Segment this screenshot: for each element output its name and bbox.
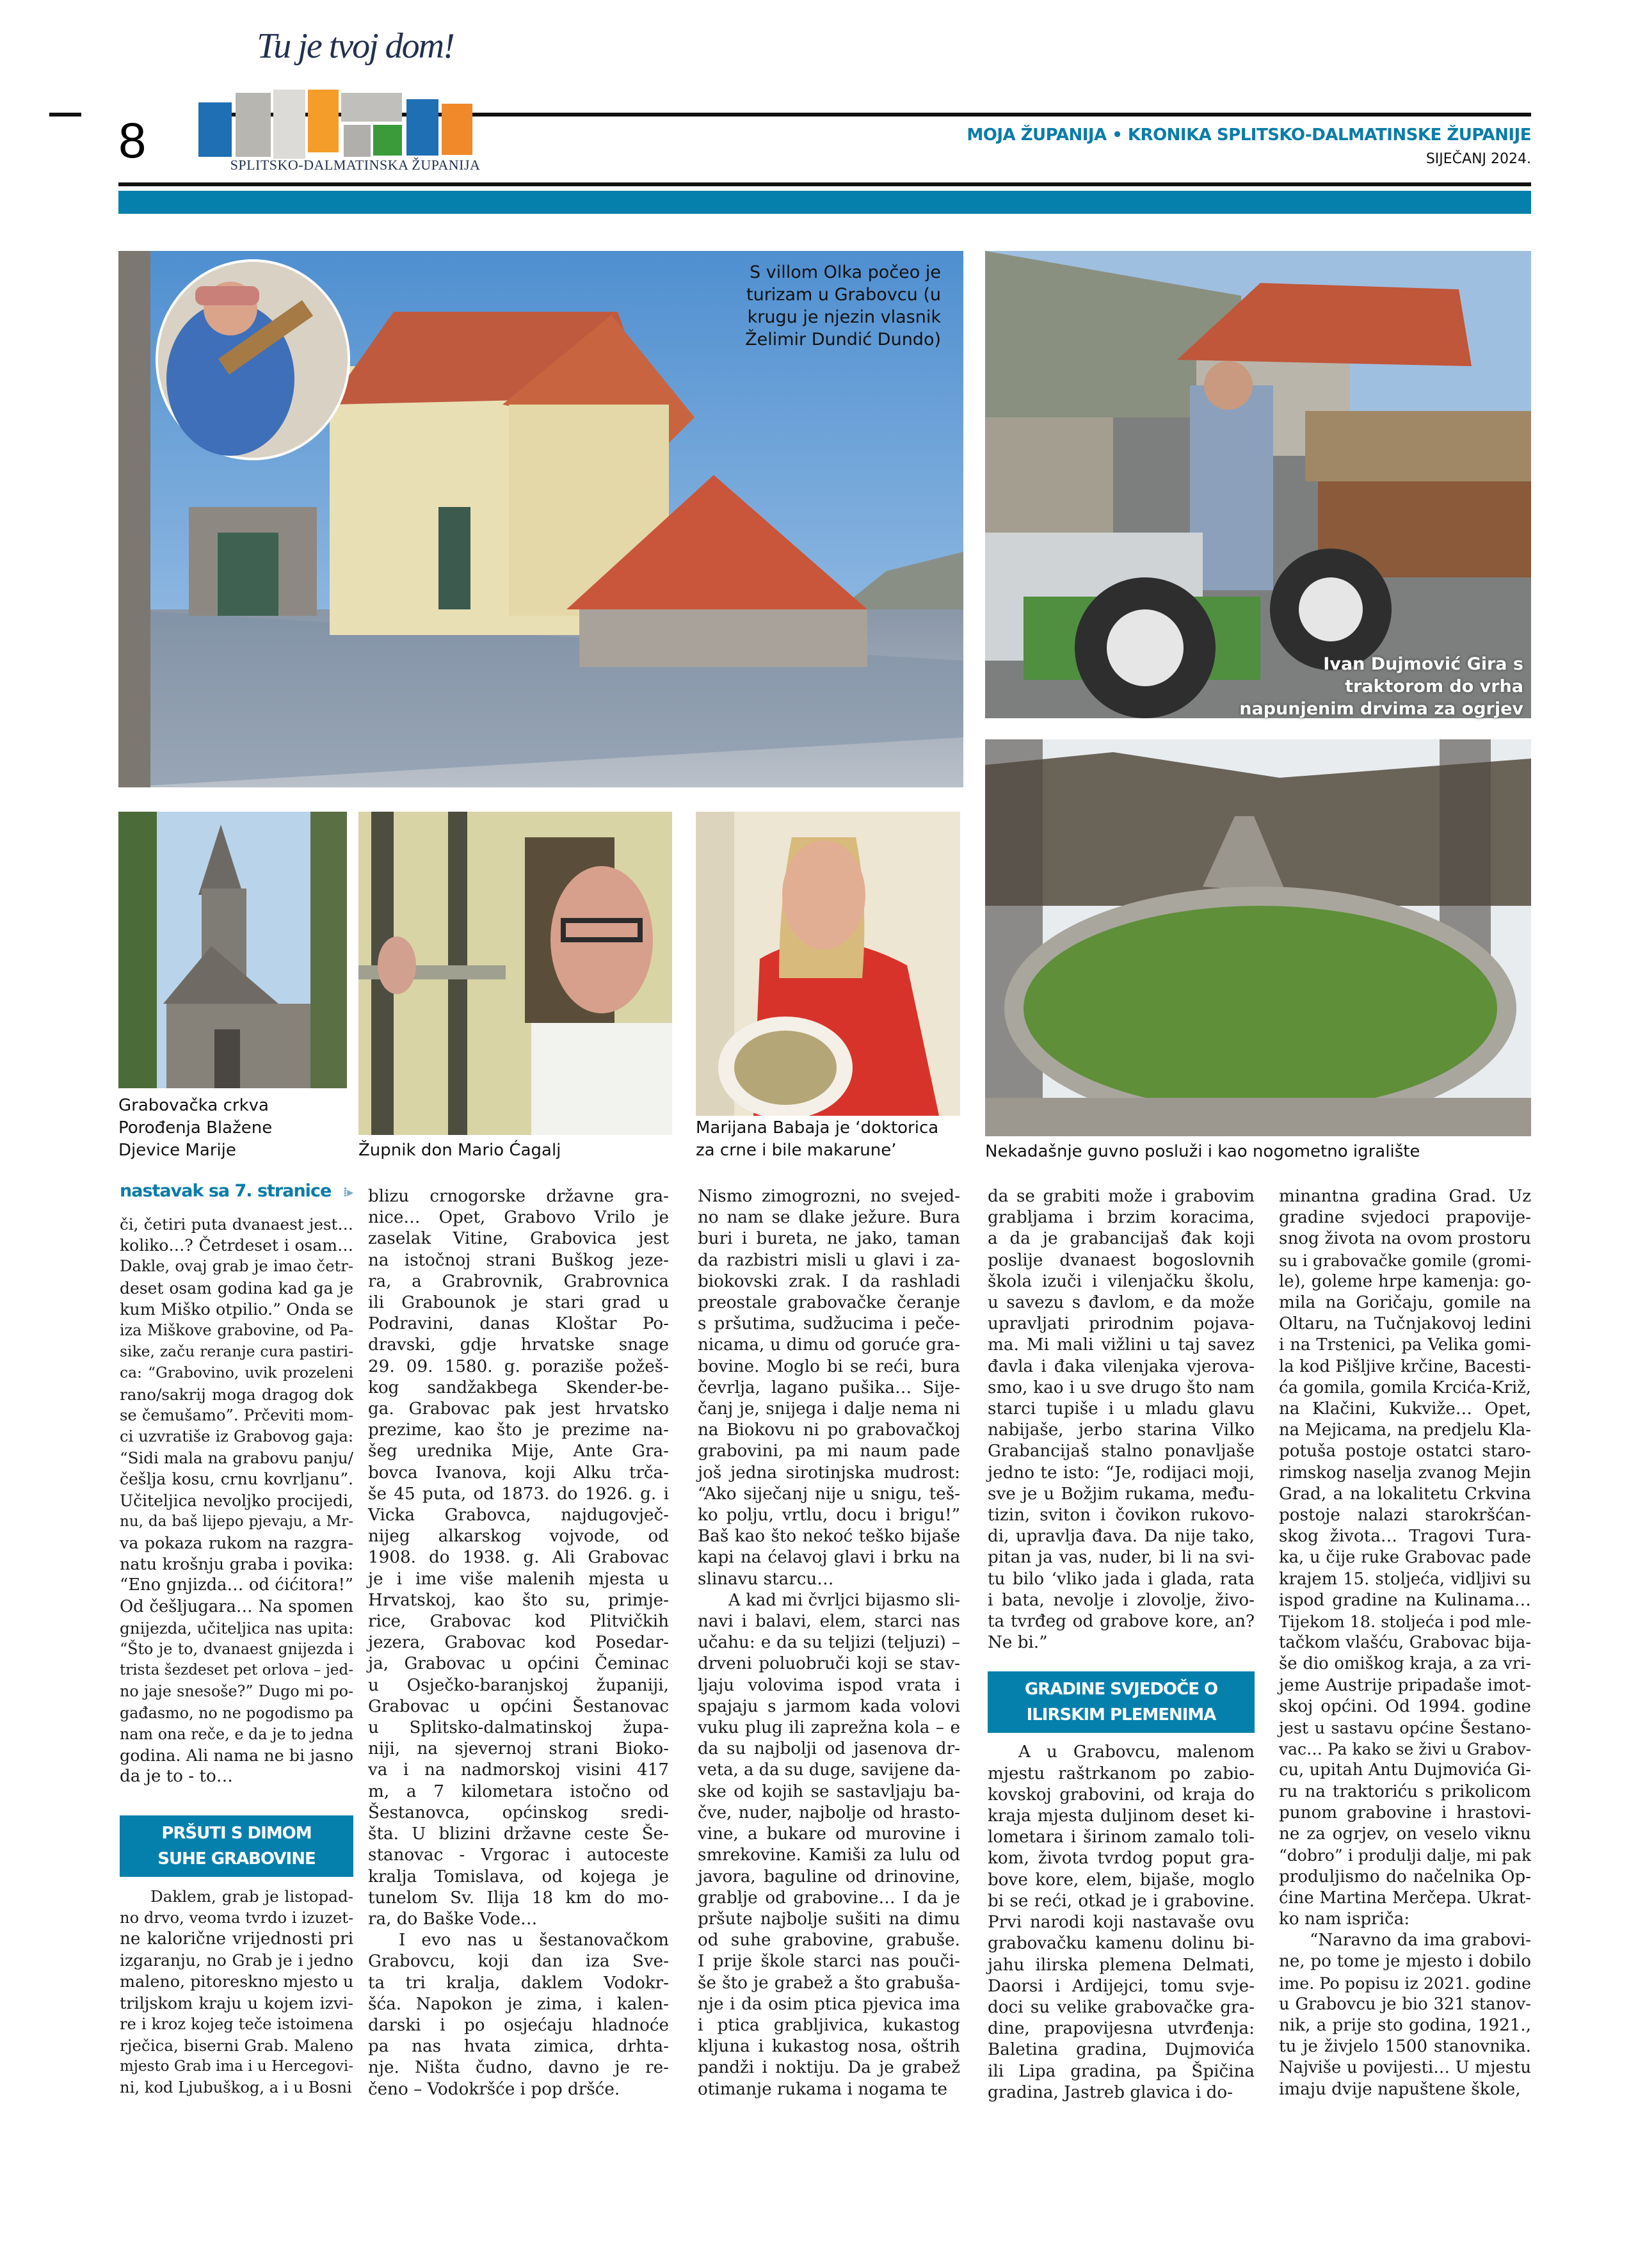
text-line: dravski, gdje hrvatske snage: [368, 1335, 669, 1355]
text-line: pršute najbolje sušiti na dimu: [698, 1909, 960, 1929]
text-line: kum Miško otpilio.” Onda se: [120, 1299, 353, 1319]
text-line: ne za ogrjev, on veselo viknu: [1279, 1824, 1531, 1844]
text-line: škola izuči i vilenjačku školu,: [988, 1271, 1255, 1291]
text-line: jedno te isto: “Je, rodijaci moji,: [988, 1463, 1255, 1483]
text-line: rice, Grabovac kod Plitvičkih: [368, 1612, 669, 1632]
article-column: [698, 1186, 960, 2100]
text-line: ko polju, vrtlu, docu i brigu!”: [698, 1506, 960, 1525]
text-line: rimskog naselja zvanog Mejin: [1279, 1463, 1531, 1483]
text-line: ka, u čije ruke Grabovac pade: [1279, 1548, 1531, 1568]
masthead: MOJA ŽUPANIJA • KRONIKA SPLITSKO-DALMATINSKE ŽUPANIJE: [967, 125, 1531, 145]
text-line: m, a 7 kilometara istočno od: [368, 1781, 669, 1801]
text-line: minantna gradina Grad. Uz: [1279, 1187, 1531, 1206]
text-line: ća gomila, gomila Krcića-Križ,: [1279, 1378, 1531, 1397]
text-line: Baletina gradina, Dujmovića: [988, 2040, 1255, 2060]
article-paragraph: [1279, 1930, 1531, 2100]
text-line: Podravini, danas Kloštar Po-: [368, 1314, 669, 1334]
text-line: Vicka Grabovca, najdugovječ-: [368, 1506, 669, 1525]
article-paragraph: [698, 1186, 960, 1590]
text-line: bovine. Moglo bi se reći, bura: [698, 1356, 960, 1376]
text-line: ma. Mi mali vižlini u taj savez: [988, 1335, 1255, 1355]
text-line: nje. Ništa čudno, davno je re-: [368, 2058, 669, 2078]
article-column: [120, 1214, 353, 2099]
text-line: no drvo, veoma tvrdo i izuzet-: [120, 1908, 354, 1927]
text-line: ru na traktoriću s prikolicom: [1279, 1781, 1531, 1801]
text-line: Prvi narodi koji nastavaše ovu: [988, 1913, 1255, 1933]
text-line: snog života na ovom prostoru: [1279, 1229, 1531, 1249]
continued-from-text: nastavak sa 7. stranice: [120, 1181, 332, 1201]
logo-buildings-graphic: [195, 90, 515, 160]
text-line: nje i da osim ptica pjevica ima: [698, 1994, 960, 2014]
text-line: Šestanovca, općinskog sredi-: [368, 1803, 669, 1822]
church-photo: [118, 812, 347, 1088]
text-line: zaselak Vitine, Grabovica jest: [368, 1229, 669, 1249]
logo-bar: [373, 125, 402, 156]
text-line: kog sandžakbega Skender-be-: [368, 1378, 669, 1397]
logo-bar: [273, 90, 305, 159]
text-line: sve je u Božjim rukama, među-: [988, 1484, 1255, 1504]
text-line: še 45 puta, od 1873. do 1926. g. i: [368, 1484, 669, 1504]
text-line: va pokaza rukom na razgra-: [120, 1533, 353, 1553]
text-line: postoje nalazi starokršćan-: [1279, 1506, 1531, 1525]
header-rule-bottom: [118, 182, 1531, 186]
text-line: Nismo zimogrozni, no svejed-: [698, 1187, 960, 1206]
text-line: čeno – Vodokršće i pop dršće.: [368, 2079, 620, 2099]
text-line: punom grabovine i hrastovi-: [1279, 1803, 1531, 1822]
text-line: no nam se dlake ježure. Bura: [698, 1208, 960, 1228]
article-paragraph: [368, 1930, 669, 2100]
text-line: ili Grabounok je stari grad u: [368, 1293, 669, 1313]
text-line: i na Trstenici, pa Velika gomi-: [1279, 1335, 1531, 1355]
header-accent-bar: [118, 191, 1531, 214]
text-line: jezera, Grabovac kod Posedar-: [368, 1633, 669, 1653]
text-line: kapi na ćelavoj glavi i brku na: [698, 1548, 960, 1568]
article-column: [988, 1186, 1255, 2103]
text-line: da se grabiti može i grabovim: [988, 1187, 1255, 1206]
text-line: spajaju s jarmom kada volovi: [698, 1696, 960, 1716]
text-line: u Splitsko-dalmatinskoj župa-: [368, 1718, 669, 1738]
text-line: doci su velike grabovačke gra-: [988, 1997, 1255, 2017]
logo-bar: [341, 93, 402, 122]
text-line: Grabovcu, koji dan iza Sve-: [368, 1952, 669, 1972]
tractor-photo: [985, 251, 1531, 718]
text-line: godina. Ali nama ne bi jasno: [120, 1746, 353, 1765]
text-line: nik, a prije sto godina, 1921.,: [1279, 2015, 1531, 2035]
text-line: češlja kosu, crnu kovrljanu”.: [120, 1470, 353, 1489]
logo-bar: [406, 99, 438, 156]
text-line: čve, nuder, najbolje od hrasto-: [698, 1803, 960, 1822]
text-line: ćine Martina Merčepa. Ukrat-: [1279, 1888, 1531, 1908]
church-caption-line: Djevice Marije: [118, 1141, 236, 1160]
text-line: javora, baguline od drinovine,: [698, 1867, 960, 1886]
text-line: šta. U blizini državne ceste Še-: [368, 1824, 669, 1844]
text-line: tunelom Sv. Ilija 18 km do mo-: [368, 1888, 669, 1908]
text-line: rano/sakrij moga dragog dok: [120, 1385, 353, 1404]
text-line: koliko…? Četrdeset i osam…: [120, 1236, 353, 1255]
church-caption-line: Grabovačka crkva: [118, 1096, 269, 1115]
woman-caption-line: za crne i bile makarune’: [696, 1141, 897, 1160]
logo-bar: [236, 93, 271, 157]
text-line: Baš kao što nekoć teško bijaše: [698, 1527, 960, 1547]
text-line: še što je grabež a što grabuša-: [698, 1973, 960, 1993]
text-line: vac… Pa kako se živi u Grabov-: [1279, 1740, 1532, 1759]
text-line: ne kalorične vrijednosti pri: [120, 1929, 353, 1949]
text-line: imaju dvije napuštene škole,: [1279, 2079, 1521, 2099]
text-line: 29. 09. 1580. g. poraziše požeš-: [368, 1356, 669, 1376]
text-line: bovca Ivanova, koji Alku trča-: [368, 1463, 669, 1483]
text-line: ljaju volovima ispod vrata i: [698, 1675, 960, 1695]
issue-date: SIJEČANJ 2024.: [1425, 151, 1531, 167]
text-line: “Ako siječanj nije u snigu, teš-: [698, 1484, 960, 1504]
text-line: Najviše u povijesti… U mjestu: [1279, 2058, 1531, 2078]
text-line: A kad mi čvrljci bijasmo sli-: [728, 1590, 960, 1610]
text-line: da su najbolji od jasenova dr-: [698, 1739, 960, 1759]
text-line: trista šezdeset pet orlova – jed-: [120, 1662, 353, 1679]
text-line: da je to - to…: [120, 1767, 233, 1787]
text-line: Oltaru, na Tučnjakovoj ledini: [1279, 1314, 1531, 1334]
text-line: tačkom vlašću, Grabovac bija-: [1279, 1633, 1531, 1653]
church-caption: [118, 1095, 347, 1162]
subheading-line: PRŠUTI S DIMOM: [161, 1824, 312, 1844]
text-line: Tijekom 18. stoljeća i pod mle-: [1279, 1612, 1532, 1632]
subheading-line: SUHE GRABOVINE: [157, 1849, 316, 1869]
text-line: ne, po tome je mjesto i dobilo: [1279, 1952, 1531, 1972]
text-line: đavla i đaka vilenjaka vjerova-: [988, 1356, 1255, 1376]
text-line: mila na Goričaju, gomile na: [1279, 1293, 1531, 1313]
text-line: potuša postoje ostatci staro-: [1279, 1442, 1531, 1461]
text-line: i ptica grabljivica, kukastog: [698, 2015, 960, 2035]
text-line: bove kore, elem, bijaše, moglo: [988, 1870, 1255, 1890]
text-line: pandži i noktiju. Da je grabež: [698, 2058, 960, 2078]
text-line: “Eno gnjizda… od ćićitora!”: [120, 1575, 353, 1595]
text-line: ja, Grabovac u općini Čeminac: [368, 1654, 669, 1674]
text-line: “dobro” i produlji dalje, mi pak: [1279, 1846, 1531, 1865]
text-line: no jaje snesoše?” Dugo mi po-: [120, 1682, 353, 1701]
arrow-icon: ⁞▸: [342, 1184, 353, 1200]
text-line: ci uzvratiše iz Grabovog gaja:: [120, 1428, 353, 1446]
tractor-caption: Ivan Dujmović Gira s traktorom do vrha napunjenim drvima za ogrjev: [1239, 654, 1523, 719]
text-line: produljismo do načelnika Op-: [1279, 1867, 1531, 1886]
text-line: I prije škole starci nas pouči-: [698, 1952, 960, 1972]
text-line: grabovačku kamenu dolinu bi-: [988, 1934, 1255, 1954]
text-line: čanj je, snijega i dalje nema ni: [698, 1399, 960, 1419]
text-line: vine, a bukare od murovine i: [698, 1824, 960, 1844]
text-line: u savezu s đavlom, e da može: [988, 1293, 1255, 1313]
text-line: “Naravno da ima grabovi-: [1310, 1931, 1531, 1950]
text-line: starci tupiše i u mladu glavu: [988, 1399, 1255, 1419]
text-line: nabijaše, jerbo starina Vilko: [988, 1420, 1255, 1440]
text-line: “Što je to, dvanaest gnijezda i: [120, 1640, 353, 1659]
text-line: gradina, Jastreb glavica i do-: [988, 2082, 1233, 2102]
text-line: gađasmo, no ne pogodismo pa: [120, 1703, 354, 1722]
article-column: [368, 1186, 669, 2100]
text-line: Grabancijaš stalno ponavljaše: [988, 1442, 1255, 1461]
text-line: smo, kao i u sve drugo što nam: [988, 1378, 1255, 1397]
article-column: [1279, 1186, 1531, 2100]
subheading-line: ILIRSKIM PLEMENIMA: [1026, 1705, 1216, 1725]
text-line: izgaranju, no Grab je i jedno: [120, 1951, 353, 1970]
text-line: jeme Austrije pripadaše imot-: [1279, 1675, 1531, 1695]
text-line: otimanje rukama i nogama te: [698, 2079, 948, 2099]
subheading: [120, 1815, 353, 1877]
text-line: ili Lipa gradina, pa Špičina: [988, 2061, 1255, 2081]
continued-from-label: [120, 1181, 353, 1201]
villa-caption: S villom Olka počeo je turizam u Grabovcu (u krugu je njezin vlasnik Želimir Dundić Dundo): [745, 262, 941, 350]
text-line: niji, na sjevernoj strani Bioko-: [368, 1739, 669, 1759]
priest-photo: [358, 812, 672, 1135]
logo-slogan: Tu je tvoj dom!: [257, 26, 454, 66]
text-line: Dakle, ovaj grab je imao četr-: [120, 1257, 353, 1276]
text-line: navi i balavi, elem, starci nas: [698, 1612, 960, 1632]
text-line: ta tri kralja, daklem Vodokr-: [368, 1973, 669, 1993]
text-line: prezime, kao što je prezime na-: [368, 1420, 669, 1440]
text-line: preostale grabovačke čeranje: [698, 1293, 960, 1313]
text-line: je i ime više malenih mjesta u: [368, 1569, 669, 1589]
woman-photo: [696, 812, 960, 1116]
text-line: na Klačini, Kukviže… Opet,: [1279, 1399, 1531, 1419]
article-paragraph: [368, 1186, 669, 1930]
text-line: kljuna i kukastog nosa, oštrih: [698, 2037, 960, 2057]
text-line: ko nam ispriča:: [1279, 1909, 1410, 1929]
text-line: 1908. do 1938. g. Ali Grabovac: [368, 1548, 669, 1568]
text-line: iza Miškove grabovine, od Pa-: [120, 1321, 353, 1340]
text-line: A u Grabovcu, malenom: [1018, 1742, 1255, 1762]
text-line: se čemušamo”. Prčeviti mom-: [120, 1406, 353, 1424]
text-line: I evo nas u šestanovačkom: [399, 1931, 669, 1950]
text-line: bi se reći, otkad je i grabovine.: [988, 1891, 1255, 1911]
text-line: od suhe grabovine, grabuše.: [698, 1931, 960, 1950]
text-line: blizu crnogorske državne gra-: [368, 1187, 669, 1206]
text-line: da razbistri misli u glavi i za-: [698, 1250, 960, 1270]
text-line: Hrvatskoj, kao što su, primje-: [368, 1590, 669, 1610]
text-line: maleno, pitoreskno mjesto u: [120, 1972, 354, 1991]
text-line: Grad, a na lokalitetu Crkvina: [1279, 1484, 1531, 1504]
text-line: a da je grabancijaš đak koji: [988, 1229, 1255, 1249]
text-line: jahu ilirska plemena Delmati,: [988, 1955, 1255, 1975]
text-line: Ne bi.”: [988, 1633, 1048, 1653]
text-line: pitan ja vas, nuder, bi li na svi-: [988, 1548, 1255, 1568]
text-line: smrekovine. Kamiši za lulu od: [698, 1846, 960, 1865]
text-line: re i kroz kojeg teče istoimena: [120, 2015, 353, 2033]
text-line: ime. Po popisu iz 2021. godine: [1279, 1973, 1531, 1993]
threshing-floor-caption: Nekadašnje guvno posluži i kao nogometno igralište: [985, 1142, 1420, 1161]
logo-bar: [442, 104, 472, 155]
text-line: učahu: e da su teljizi (teljuzi) –: [698, 1633, 960, 1653]
text-line: skog života… Tragovi Tura-: [1279, 1527, 1531, 1547]
article-paragraph: [120, 1886, 353, 2098]
text-line: kralja Tomislava, od kojega je: [368, 1867, 669, 1886]
text-line: gnijezda, učiteljica nas upita:: [120, 1618, 354, 1637]
text-line: grablje od grabovine… I da je: [698, 1888, 960, 1908]
text-line: pa nas hvata zimica, drhta-: [368, 2037, 669, 2057]
text-line: šća. Napokon je zima, i kalen-: [368, 1994, 669, 2014]
text-line: deset osam godina kad ga je: [120, 1278, 353, 1298]
text-line: veta, a da su duge, savijene da-: [698, 1760, 961, 1780]
text-line: poslije dvanaest bogoslovnih: [988, 1250, 1255, 1270]
text-line: či, četiri puta dvanaest jest…: [120, 1215, 353, 1234]
text-line: ta tvrđeg od grabove kore, an?: [988, 1612, 1255, 1632]
article-paragraph: [120, 1214, 353, 1787]
text-line: i bata, nevolje i zlovolje, živo-: [988, 1590, 1255, 1610]
text-line: “Sidi mala na grabovu panju/: [120, 1449, 353, 1468]
logo-bar: [198, 102, 232, 157]
text-line: skoj općini. Od 1994. godine: [1279, 1696, 1531, 1716]
text-line: u Osječko-baranjskoj županiji,: [368, 1675, 669, 1695]
text-line: Daorsi i Ardijejci, tomu svje-: [988, 1976, 1255, 1996]
text-line: grabovini, pa mi naum pade: [698, 1442, 960, 1461]
text-line: sike, začu reranje cura pastiri-: [120, 1342, 353, 1361]
text-line: na Mejicama, na predjelu Kla-: [1279, 1420, 1531, 1440]
text-line: drveni poluobruči koji se stav-: [698, 1654, 960, 1674]
text-line: na Biokovu ni po grabovačkoj: [698, 1420, 960, 1440]
text-line: u Grabovcu je bio 321 stanov-: [1279, 1994, 1531, 2014]
text-line: še dio omiškog kraja, a za vri-: [1279, 1654, 1531, 1674]
text-line: nam ona reče, e da je to jedna: [120, 1725, 353, 1743]
text-line: grabljama i brzim koracima,: [988, 1208, 1255, 1228]
text-line: vuku plug ili zaprežna kola – e: [698, 1718, 960, 1738]
text-line: ra, do Baške Vode…: [368, 1909, 538, 1929]
woman-caption: [696, 1117, 977, 1162]
text-line: šeg urednika Mije, Ante Gra-: [368, 1442, 669, 1461]
text-line: darski i po osjećaju hladnoće: [368, 2015, 669, 2035]
logo-bar: [308, 90, 339, 152]
text-line: natu krošnju graba i povika:: [120, 1554, 353, 1574]
text-line: lometara i širinom zamalo toli-: [988, 1828, 1255, 1847]
subheading: [988, 1671, 1255, 1733]
text-line: s pršutima, sudžucima i peče-: [698, 1314, 960, 1334]
text-line: ga. Grabovac pak jest hrvatsko: [368, 1399, 669, 1419]
text-line: upravljati prirodnim pojava-: [988, 1314, 1255, 1334]
text-line: još jedna sirotinjska mudrost:: [698, 1463, 960, 1483]
text-line: buri i bureta, ne jako, taman: [698, 1229, 960, 1249]
text-line: Daklem, grab je listopad-: [150, 1887, 353, 1906]
article-paragraph: [698, 1590, 960, 2100]
article-paragraph: [988, 1742, 1255, 2103]
logo-bar: [344, 125, 371, 157]
text-line: ispod gradine na Kulinama…: [1279, 1590, 1531, 1610]
text-line: kraja mjesta duljinom deset ki-: [988, 1806, 1255, 1826]
text-line: mjestu raštrkanom po zabio-: [988, 1764, 1255, 1783]
threshing-floor-photo: [985, 739, 1531, 1136]
text-line: stanovac - Vrgorac i autoceste: [368, 1846, 669, 1865]
text-line: mjesto Grab ima i u Hercegovi-: [120, 2058, 353, 2075]
text-line: Učiteljica nevoljko procijedi,: [120, 1491, 353, 1510]
text-line: nicama, u dimu od goruće gra-: [698, 1335, 960, 1355]
text-line: slinavu starcu…: [698, 1569, 834, 1589]
text-line: nice… Opet, Grabovo Vrilo je: [368, 1208, 669, 1228]
woman-caption-line: Marijana Babaja je ‘doktorica: [696, 1118, 939, 1138]
logo-caption: SPLITSKO-DALMATINSKA ŽUPANIJA: [230, 157, 481, 173]
text-line: ra, a Grabrovnik, Grabrovnica: [368, 1271, 669, 1291]
article-paragraph: [988, 1186, 1255, 1653]
text-line: le), goleme hrpe kamenja: go-: [1279, 1271, 1531, 1291]
text-line: tu je živjelo 1500 stanovnika.: [1279, 2037, 1531, 2057]
page-number: 8: [118, 112, 147, 168]
text-line: triljskom kraju u kojem izvi-: [120, 1993, 353, 2013]
text-line: ni, kod Ljubuškog, a i u Bosni: [120, 2079, 352, 2097]
text-line: čevrlja, lagano pušika… Sije-: [698, 1378, 960, 1397]
text-line: ske od kojih se sastavljaju ba-: [698, 1781, 960, 1801]
article-paragraph: [1279, 1186, 1531, 1930]
text-line: dine, prapovijesna utvrđenja:: [988, 2019, 1255, 2039]
text-line: na istočnoj strani Buškog jeze-: [368, 1250, 669, 1270]
text-line: la kod Pišljive krčine, Bacesti-: [1279, 1356, 1531, 1376]
text-line: nijeg alkarskog vojvode, od: [368, 1527, 669, 1547]
text-line: biokovski zrak. I da rashladi: [698, 1271, 960, 1291]
text-line: kom, života tvrdog poput gra-: [988, 1849, 1255, 1869]
text-line: Grabovac u općini Šestanovac: [368, 1696, 669, 1716]
text-line: gradine svjedoci prapovije-: [1279, 1208, 1531, 1228]
priest-caption: Župnik don Mario Ćagalj: [358, 1141, 561, 1160]
church-caption-line: Porođenja Blažene: [118, 1118, 273, 1138]
text-line: tizin, sviton i čovikon rukovo-: [988, 1506, 1255, 1525]
county-logo: [195, 19, 515, 173]
text-line: kovskoj grabovini, od kraja do: [988, 1785, 1255, 1805]
text-line: krajem 15. stoljeća, vidljivi su: [1279, 1569, 1531, 1589]
text-line: su i grabovačke gomile (gromi-: [1279, 1251, 1532, 1270]
header-rule-left: [49, 113, 81, 117]
text-line: ca: “Grabovino, uvik prozeleni: [120, 1363, 353, 1382]
text-line: di, upravlja đava. Da nije tako,: [988, 1527, 1255, 1547]
text-line: tu bilo ‘vliko jada i glada, rata: [988, 1569, 1255, 1589]
text-line: rječica, biserni Grab. Maleno: [120, 2036, 353, 2055]
text-line: va i na nadmorskoj visini 417: [368, 1760, 669, 1780]
text-line: jest u sastavu općine Šestano-: [1279, 1718, 1531, 1738]
text-line: Od češljugara… Na spomen: [120, 1596, 353, 1616]
text-line: nu, da baš lijepo pjevaju, a Mr-: [120, 1513, 353, 1530]
text-line: cu, upitah Antu Dujmovića Gi-: [1279, 1760, 1531, 1780]
subheading-line: GRADINE SVJEDOČE O: [1024, 1680, 1218, 1700]
